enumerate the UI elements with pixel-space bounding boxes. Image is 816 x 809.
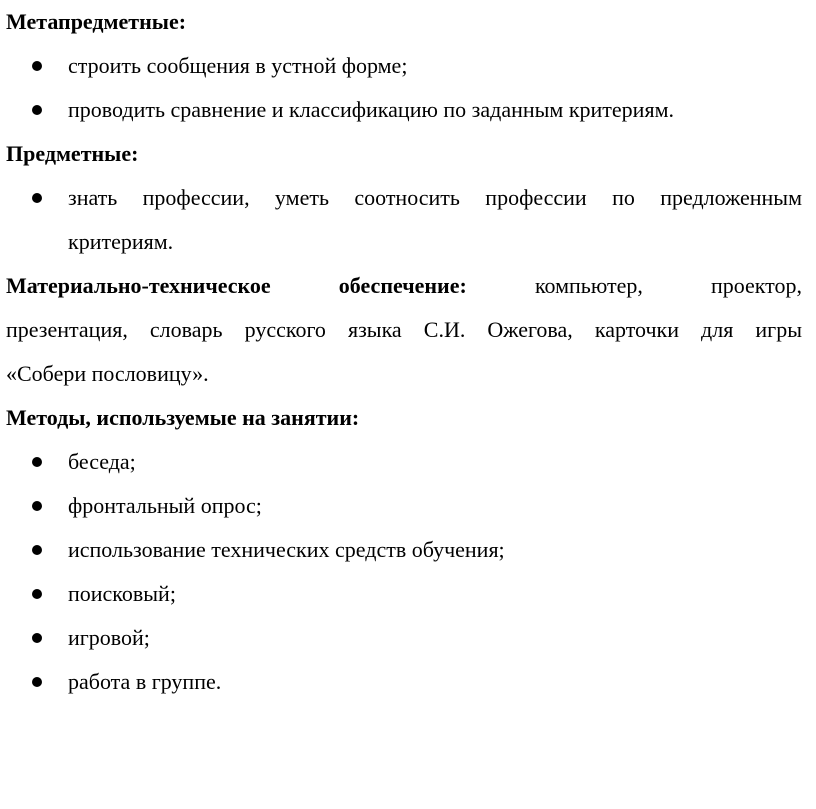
list-item-text: использование технических средств обучения;: [68, 537, 505, 562]
list-item-text-line1: знать профессии, уметь соотносить профессии по предложенным: [68, 185, 802, 210]
list-item: [6, 176, 802, 264]
equipment-line2: презентация, словарь русского языка С.И. Ожегова, карточки для игры: [6, 317, 802, 342]
list-item: [6, 484, 802, 528]
list-item: [6, 44, 802, 88]
bullet-icon: [32, 193, 42, 203]
list-item-text: работа в группе.: [68, 669, 222, 694]
subject-list: [6, 176, 802, 264]
list-item-text: поисковый;: [68, 581, 176, 606]
list-item: [6, 616, 802, 660]
equipment-line3: «Собери пословицу».: [6, 361, 209, 386]
list-item-text-line2: критериям.: [68, 229, 174, 254]
bullet-icon: [32, 105, 42, 115]
bullet-icon: [32, 545, 42, 555]
equipment-line1: [6, 264, 802, 308]
bullet-icon: [32, 457, 42, 467]
document-page: [6, 0, 802, 704]
list-item: [6, 572, 802, 616]
bullet-icon: [32, 589, 42, 599]
list-item: [6, 660, 802, 704]
list-item: [6, 528, 802, 572]
methods-heading: Методы, используемые на занятии:: [6, 405, 360, 430]
list-item: [6, 88, 802, 132]
bullet-icon: [32, 633, 42, 643]
list-item: [6, 440, 802, 484]
equipment-label: Материально-техническое обеспечение:: [6, 273, 467, 298]
list-item-text: строить сообщения в устной форме;: [68, 53, 408, 78]
bullet-icon: [32, 61, 42, 71]
methods-list: [6, 440, 802, 704]
meta-heading: Метапредметные:: [6, 9, 187, 34]
list-item-text: проводить сравнение и классификацию по заданным критериям.: [68, 97, 674, 122]
list-item-text: беседа;: [68, 449, 136, 474]
list-item-text: фронтальный опрос;: [68, 493, 262, 518]
list-item-text: игровой;: [68, 625, 150, 650]
bullet-icon: [32, 677, 42, 687]
bullet-icon: [32, 501, 42, 511]
meta-list: [6, 44, 802, 132]
equipment-text: компьютер, проектор,: [534, 273, 803, 298]
subject-heading: Предметные:: [6, 141, 139, 166]
equipment-paragraph: [6, 264, 802, 396]
